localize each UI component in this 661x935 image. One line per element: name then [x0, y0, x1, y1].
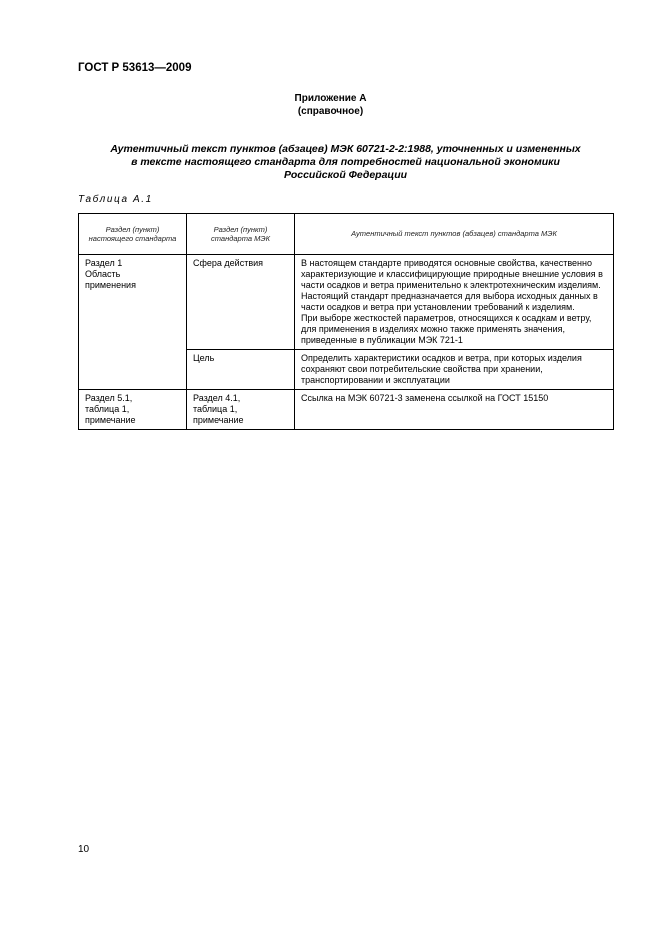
column-header-this-standard: Раздел (пункт) настоящего стандарта	[79, 214, 187, 255]
cell-line: Область	[85, 269, 121, 279]
appendix-heading	[0, 92, 661, 118]
cell-authentic-text: Определить характеристики осадков и ветра, при которых изделия сохраняют свои потребительские свойства при хранении, транспортировании и эксплуатации	[295, 350, 614, 390]
cell-iec-section: Сфера действия	[187, 255, 295, 350]
text-paragraph: При выборе жесткостей параметров, относящихся к осадкам и ветру, для применения в изделиях можно также применять значения, приведенные в публикации МЭК 721-1	[301, 313, 592, 345]
cell-iec-section	[187, 390, 295, 430]
table-row	[79, 255, 614, 350]
text-paragraph: Настоящий стандарт предназначается для выбора исходных данных в части осадков и ветра при установлении требований к изделиям.	[301, 291, 598, 312]
cell-line: применения	[85, 280, 136, 290]
appendix-title: Приложение А	[294, 93, 367, 104]
table-caption: Таблица А.1	[78, 194, 153, 205]
column-header-authentic-text: Аутентичный текст пунктов (абзацев) стандарта МЭК	[295, 214, 614, 255]
cell-this-standard-section	[79, 255, 187, 390]
cell-line: таблица 1,	[193, 404, 238, 414]
cell-authentic-text	[295, 255, 614, 350]
title-line-1: Аутентичный текст пунктов (абзацев) МЭК 60721-2-2:1988, уточненных и измененных	[110, 143, 581, 155]
cell-line: Раздел 5.1,	[85, 393, 133, 403]
title-line-3: Российской Федерации	[283, 169, 408, 181]
appendix-subtitle: (справочное)	[297, 106, 364, 117]
table-header-row	[79, 214, 614, 255]
cell-line: примечание	[85, 415, 136, 425]
document-title	[78, 143, 613, 182]
cell-this-standard-section	[79, 390, 187, 430]
table-row	[79, 390, 614, 430]
cell-authentic-text: Ссылка на МЭК 60721-3 заменена ссылкой на ГОСТ 15150	[295, 390, 614, 430]
text-paragraph: В настоящем стандарте приводятся основные свойства, качественно характеризующие и классифицирующие природные внешние условия в части осадков и ветра применительно к электротехническим изделиям.	[301, 258, 603, 290]
cell-line: таблица 1,	[85, 404, 130, 414]
cell-iec-section: Цель	[187, 350, 295, 390]
cell-line: Раздел 1	[85, 258, 123, 268]
page-number: 10	[78, 844, 90, 855]
cell-line: Раздел 4.1,	[193, 393, 241, 403]
document-code: ГОСТ Р 53613—2009	[78, 62, 192, 74]
title-line-2: в тексте настоящего стандарта для потребностей национальной экономики	[131, 156, 560, 168]
column-header-iec-standard: Раздел (пункт) стандарта МЭК	[187, 214, 295, 255]
appendix-table	[78, 213, 614, 430]
cell-line: примечание	[193, 415, 244, 425]
